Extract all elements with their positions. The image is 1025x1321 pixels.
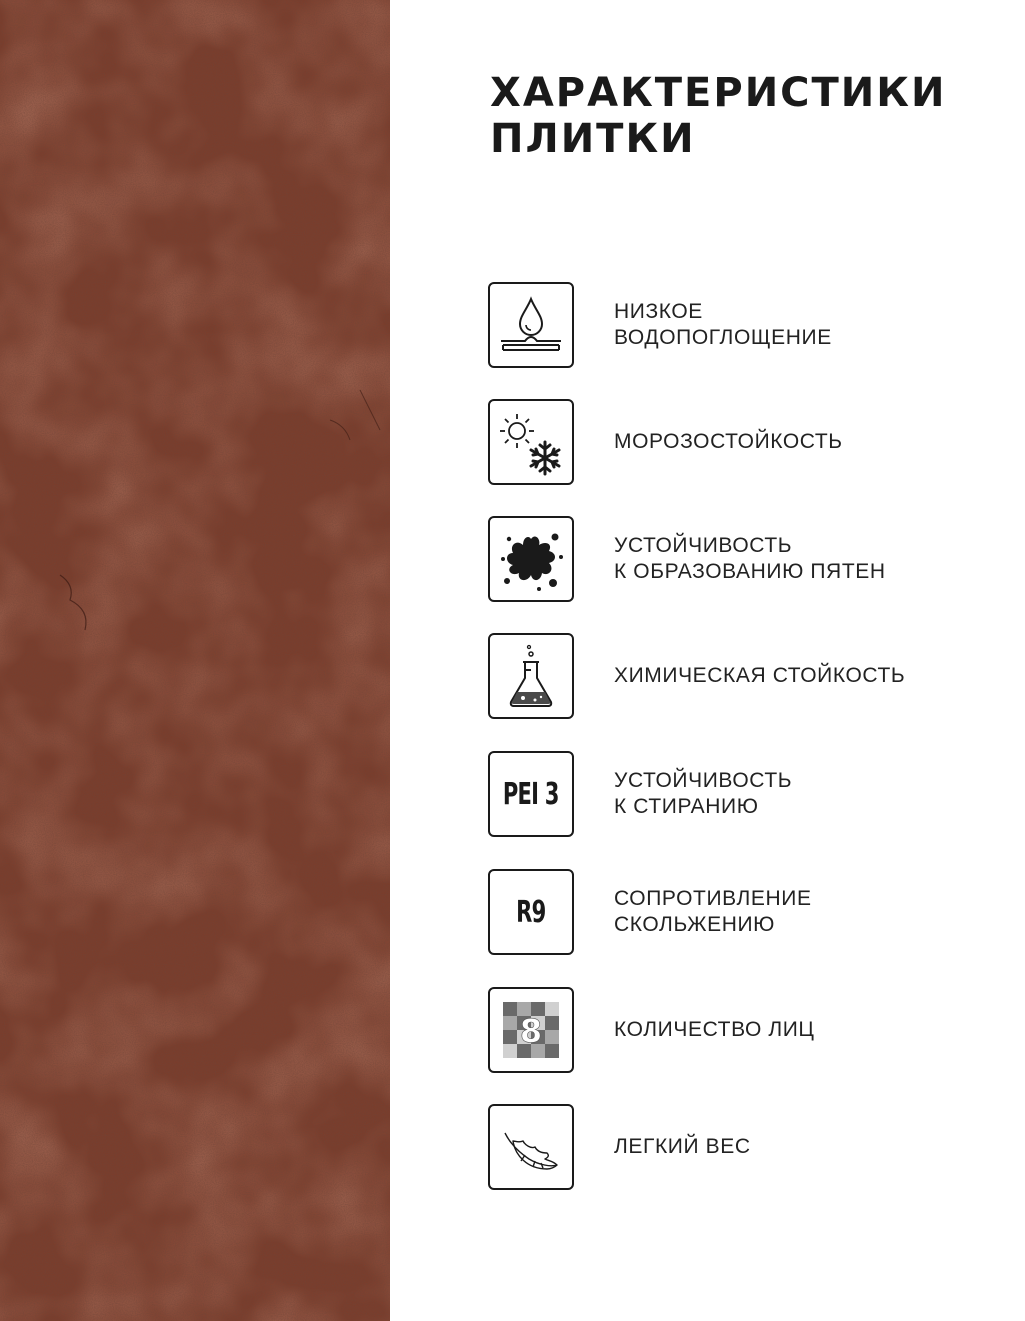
feature-chemical-resistance [488, 633, 1008, 723]
water-drop-icon [488, 282, 574, 368]
sun-snowflake-icon [488, 399, 574, 485]
pei-badge-icon [488, 751, 574, 837]
feature-label [614, 987, 1014, 1073]
feature-label [614, 282, 1014, 368]
label-line: ВОДОПОГЛОЩЕНИЕ [614, 326, 832, 349]
label-line: НИЗКОЕ [614, 300, 703, 323]
stain-splash-icon [488, 516, 574, 602]
feature-faces-count [488, 987, 1008, 1077]
title-line-1: ХАРАКТЕРИСТИКИ [490, 70, 947, 116]
tile-texture [0, 0, 390, 1321]
label-line: СКОЛЬЖЕНИЮ [614, 913, 775, 936]
feature-frost-resistance [488, 399, 1008, 489]
r-rating-badge-icon [488, 869, 574, 955]
r-rating-text: R9 [516, 894, 546, 930]
label-line: УСТОЙЧИВОСТЬ [614, 534, 793, 557]
feature-label [614, 399, 1014, 485]
feature-light-weight [488, 1104, 1008, 1194]
label-line: К ОБРАЗОВАНИЮ ПЯТЕН [614, 560, 886, 583]
feature-stain-resistance [488, 516, 1008, 606]
tile-texture-image [0, 0, 390, 1321]
feature-label [614, 516, 1014, 602]
feather-icon [488, 1104, 574, 1190]
label-line: МОРОЗОСТОЙКОСТЬ [614, 430, 843, 453]
flask-icon [488, 633, 574, 719]
label-line: ЛЕГКИЙ ВЕС [614, 1135, 751, 1158]
feature-slip-resistance [488, 869, 1008, 959]
title-line-2: ПЛИТКИ [490, 116, 696, 162]
feature-abrasion-resistance [488, 751, 1008, 841]
label-line: УСТОЙЧИВОСТЬ [614, 769, 793, 792]
faces-grid-icon [488, 987, 574, 1073]
feature-water-absorption [488, 282, 1008, 372]
label-line: СОПРОТИВЛЕНИЕ [614, 887, 812, 910]
pei-badge-text: PEI 3 [503, 776, 559, 812]
feature-label [614, 1104, 1014, 1190]
feature-label [614, 633, 1014, 719]
label-line: КОЛИЧЕСТВО ЛИЦ [614, 1018, 815, 1041]
label-line: ХИМИЧЕСКАЯ СТОЙКОСТЬ [614, 664, 906, 687]
label-line: К СТИРАНИЮ [614, 795, 759, 818]
page-title [490, 70, 990, 162]
faces-count-text: 8 [519, 1012, 543, 1050]
feature-label [614, 751, 1014, 837]
feature-label [614, 869, 1014, 955]
